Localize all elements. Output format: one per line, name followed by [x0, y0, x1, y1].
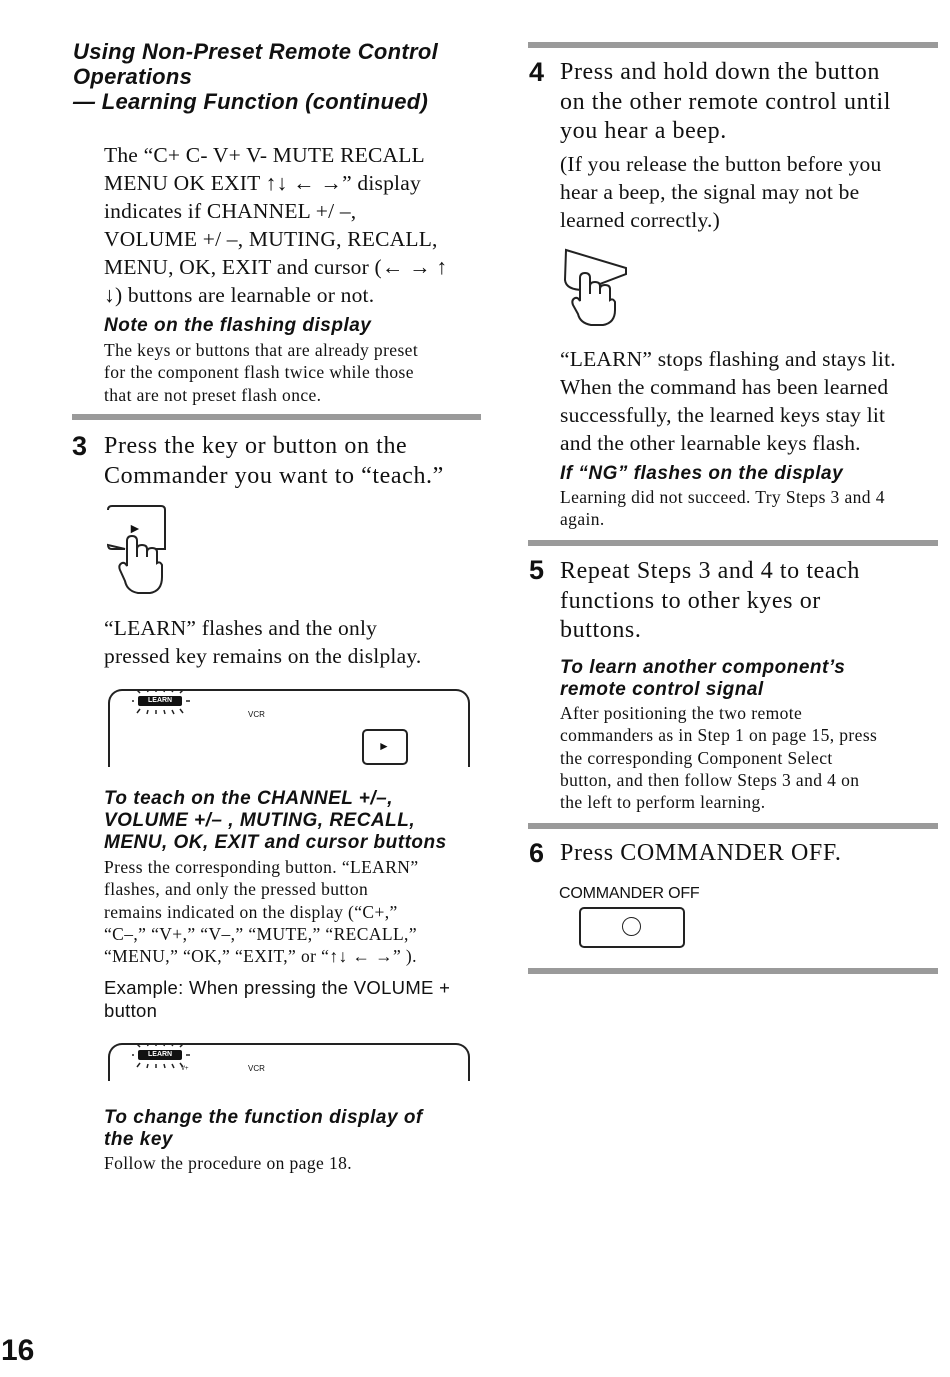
intro-line: indicates if CHANNEL +/ –, — [104, 199, 357, 223]
section-title — [73, 39, 438, 114]
step-3-result — [104, 614, 494, 670]
play-key-glyph: ► — [128, 520, 142, 536]
step-3-line: Commander you want to “teach.” — [104, 462, 444, 489]
step-4-result-line: successfully, the learned keys stay lit — [560, 403, 886, 427]
example-line: Example: When pressing the VOLUME + — [104, 977, 451, 998]
teach-body-line: “C–,” “V+,” “V–,” “MUTE,” “RECALL,” — [104, 923, 417, 944]
divider — [528, 42, 938, 48]
step-3-result-line: pressed key remains on the dislplay. — [104, 644, 422, 668]
intro-line: MENU OK EXIT ↑↓ ← →” display — [104, 171, 421, 195]
intro-line: MENU, OK, EXIT and cursor (← → ↑ — [104, 255, 448, 279]
note-line: The keys or buttons that are already preset — [104, 340, 419, 360]
another-body-line: button, and then follow Steps 3 and 4 on — [560, 769, 860, 790]
another-body-line: the left to perform learning. — [560, 792, 766, 813]
divider — [72, 414, 481, 420]
step-4-text — [560, 58, 945, 147]
section-title-line: — Learning Function (continued) — [73, 89, 429, 114]
ng-note-line: Learning did not succeed. Try Steps 3 and 4 — [560, 487, 885, 507]
change-title-line: the key — [104, 1129, 173, 1150]
section-title-line: Operations — [73, 64, 193, 89]
vcr-indicator: VCR — [248, 710, 265, 719]
teach-title-line: To teach on the CHANNEL +/–, — [104, 788, 394, 809]
step-5-number: 5 — [529, 555, 545, 585]
example-caption — [104, 977, 494, 1022]
teach-title-line: VOLUME +/– , MUTING, RECALL, — [104, 810, 416, 831]
ng-note-line: again. — [560, 509, 605, 530]
change-function-title — [104, 1107, 494, 1151]
step-4-paren-line: hear a beep, the signal may not be — [560, 180, 860, 204]
step-5-text — [560, 557, 945, 646]
lcd-display-example — [108, 1043, 470, 1081]
step-5-line: Repeat Steps 3 and 4 to teach — [560, 558, 860, 584]
another-component-body — [560, 702, 945, 813]
vcr-indicator: VCR — [248, 1064, 265, 1073]
teach-body-line: Press the corresponding button. “LEARN” — [104, 857, 419, 877]
intro-line: ↓) buttons are learnable or not. — [104, 283, 375, 307]
example-line: button — [104, 999, 158, 1021]
learn-indicator: LEARN — [148, 697, 173, 704]
step-4-line: you hear a beep. — [560, 118, 727, 144]
change-title-line: To change the function display of — [104, 1107, 423, 1128]
divider — [528, 968, 938, 974]
teach-body-line: remains indicated on the display (“C+,” — [104, 901, 398, 922]
another-title-line: remote control signal — [560, 679, 764, 700]
step-4-result-line: When the command has been learned — [560, 375, 889, 399]
intro-paragraph — [104, 141, 494, 309]
note-flashing-body — [104, 339, 484, 406]
page-number: 16 — [1, 1334, 35, 1367]
commander-off-label: COMMANDER OFF — [559, 885, 700, 902]
commander-off-button[interactable] — [579, 907, 685, 948]
another-title-line: To learn another component’s — [560, 657, 846, 678]
lcd-key-box — [362, 729, 408, 765]
step-6-number: 6 — [529, 838, 545, 868]
note-flashing-title: Note on the flashing display — [104, 315, 372, 336]
lcd-display — [108, 689, 470, 767]
another-body-line: After positioning the two remote — [560, 703, 803, 723]
another-body-line: the corresponding Component Select — [560, 747, 833, 768]
lcd-play-glyph: ► — [378, 739, 390, 753]
divider — [528, 823, 938, 829]
teach-title-line: MENU, OK, EXIT and cursor buttons — [104, 832, 447, 853]
step-3-text — [104, 432, 494, 491]
note-line: for the component flash twice while those — [104, 362, 414, 383]
step-5-line: functions to other kyes or — [560, 587, 821, 614]
step-4-line: Press and hold down the button — [560, 59, 880, 85]
step-4-result-line: “LEARN” stops flashing and stays lit. — [560, 347, 896, 371]
step-4-paren-line: (If you release the button before you — [560, 152, 882, 176]
teach-body-line: flashes, and only the pressed button — [104, 879, 369, 900]
teach-channel-body — [104, 856, 494, 967]
ng-note-title: If “NG” flashes on the display — [560, 463, 844, 484]
change-function-body: Follow the procedure on page 18. — [104, 1153, 353, 1173]
section-title-line: Using Non-Preset Remote Control — [73, 39, 438, 64]
divider — [528, 540, 938, 546]
intro-line: The “C+ C- V+ V- MUTE RECALL — [104, 143, 425, 167]
teach-channel-title — [104, 788, 494, 854]
step-4-number: 4 — [529, 57, 545, 87]
step-4-line: on the other remote control until — [560, 88, 892, 115]
step-4-paren-line: learned correctly.) — [560, 208, 720, 232]
step-6-text: Press COMMANDER OFF. — [560, 840, 842, 866]
another-component-title — [560, 657, 945, 701]
note-line: that are not preset flash once. — [104, 384, 322, 405]
step-3-line: Press the key or button on the — [104, 433, 408, 459]
hand-press-remote-icon — [560, 246, 635, 328]
step-4-paren — [560, 150, 945, 234]
learn-indicator: LEARN — [148, 1051, 173, 1058]
remote-press-illustration — [560, 246, 635, 333]
teach-body-line: “MENU,” “OK,” “EXIT,” or “↑↓ ← →” ). — [104, 946, 417, 967]
another-body-line: commanders as in Step 1 on page 15, press — [560, 725, 878, 746]
step-4-result-line: and the other learnable keys flash. — [560, 431, 861, 455]
circle-icon — [622, 917, 641, 936]
step-3-number: 3 — [72, 431, 88, 461]
intro-line: VOLUME +/ –, MUTING, RECALL, — [104, 227, 438, 251]
step-3-result-line: “LEARN” flashes and the only — [104, 616, 378, 640]
ng-note-body — [560, 486, 945, 531]
step-5-line: buttons. — [560, 617, 642, 643]
vplus-indicator: V+ — [181, 1066, 189, 1072]
step-4-result — [560, 345, 945, 457]
key-press-illustration — [105, 505, 175, 605]
